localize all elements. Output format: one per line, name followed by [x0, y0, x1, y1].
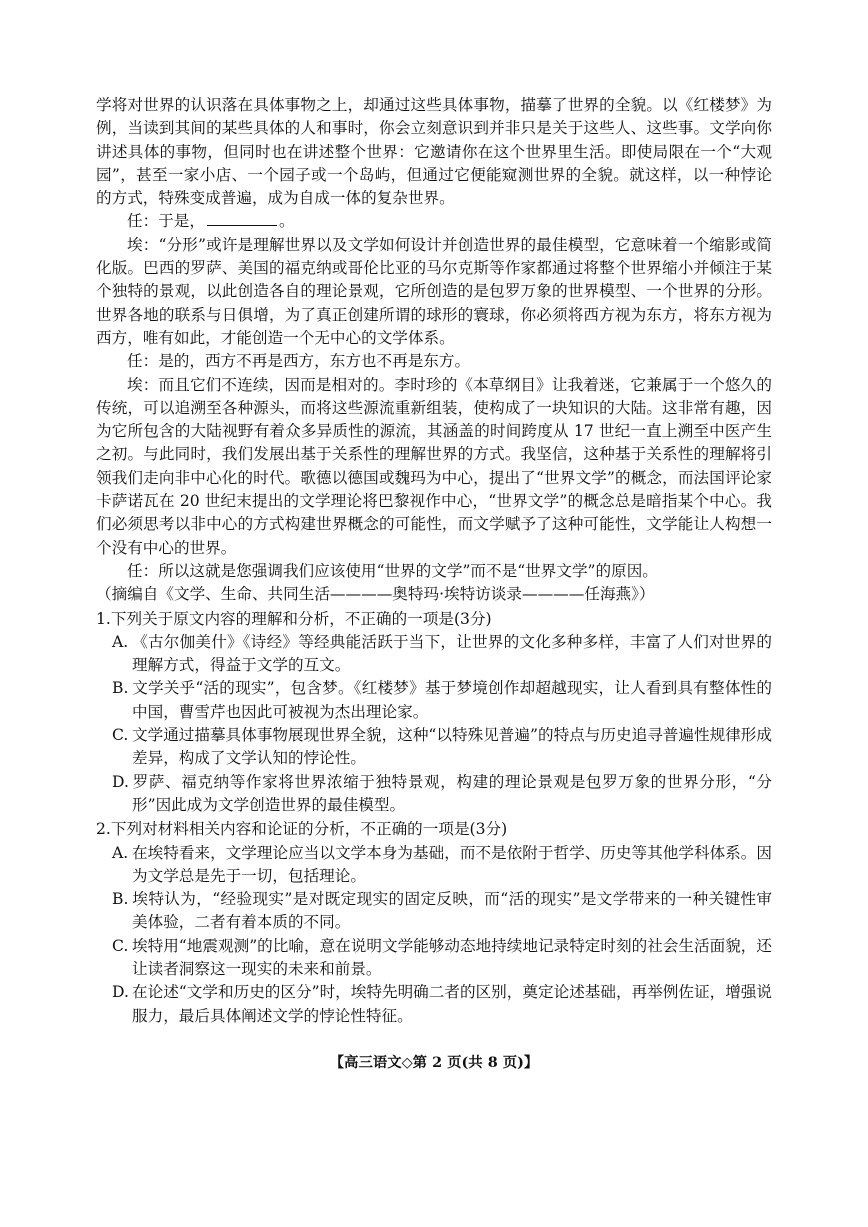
- option-key: C.: [112, 936, 129, 955]
- option-b[interactable]: [96, 888, 772, 935]
- paragraph-2-suffix: 。: [278, 212, 295, 231]
- option-c[interactable]: [96, 935, 772, 982]
- passage-paragraph-1: 学将对世界的认识落在具体事物之上，却通过这些具体事物，描摹了世界的全貌。以《红楼梦》为例，当读到其间的某些具体的人和事时，你会立刻意识到并非只是关于这些人、这些事。文学向你讲述具体的事物，但同时也在讲述整个世界：它邀请你在这个世界里生活。即使局限在一个“大观园”，甚至一家小店、一个园子或一个岛屿，但通过它便能窥测世界的全貌。就这样，以一种悖论的方式，特殊变成普遍，成为自成一体的复杂世界。: [96, 96, 772, 208]
- option-key: D.: [112, 772, 129, 791]
- option-a[interactable]: [96, 842, 772, 889]
- reading-passage: [96, 94, 772, 1028]
- option-a[interactable]: [96, 631, 772, 678]
- option-text: 埃特认为，“经验现实”是对既定现实的固定反映，而“活的现实”是文学带来的一种关键性审美体验，二者有着本质的不同。: [132, 890, 772, 932]
- option-text: 文学通过描摹具体事物展现世界全貌，这种“以特殊见普遍”的特点与历史追寻普遍性规律形成差异，构成了文学认知的悖论性。: [132, 726, 772, 768]
- option-text: 埃特用“地震观测”的比喻，意在说明文学能够动态地持续地记录特定时刻的社会生活面貌，还让读者洞察这一现实的未来和前景。: [132, 936, 772, 978]
- option-key: B.: [112, 679, 129, 698]
- option-d[interactable]: [96, 771, 772, 818]
- question-stem: 1.下列关于原文内容的理解和分析，不正确的一项是(3分): [96, 609, 492, 628]
- source-citation: （摘编自《文学、生命、共同生活————奥特玛·埃特访谈录————任海燕》）: [96, 585, 655, 604]
- passage-paragraph-5: 埃：而且它们不连续，因而是相对的。李时珍的《本草纲目》让我着迷，它兼属于一个悠久的传统，可以追溯至各种源头，而将这些源流重新组装，使构成了一块知识的大陆。这非常有趣，因为它所包含的大陆视野有着众多异质性的源流，其涵盖的时间跨度从 17 世纪一直上溯至中医产生之初。与此同时，我们发展出基于关系性的理解世界的方式。我坚信，这种基于关系性的理解将引领我们走向非中心化的时代。歌德以德国或魏玛为中心，提出了“世界文学”的概念，而法国评论家卡萨诺瓦在 20 世纪末提出的文学理论将巴黎视作中心，“世界文学”的概念总是暗指某个中心。我们必须思考以非中心的方式构建世界概念的可能性，而文学赋予了这种可能性，文学能让人构想一个没有中心的世界。: [96, 375, 772, 557]
- option-text: 罗萨、福克纳等作家将世界浓缩于独特景观，构建的理论景观是包罗万象的世界分形，“分形”因此成为文学创造世界的最佳模型。: [132, 772, 772, 814]
- question-2: [96, 818, 772, 1028]
- option-b[interactable]: [96, 677, 772, 724]
- option-text: 文学关乎“活的现实”，包含梦。《红楼梦》基于梦境创作却超越现实，让人看到具有整体性的中国，曹雪芹也因此可被视为杰出理论家。: [132, 679, 772, 721]
- option-text: 《古尔伽美什》《诗经》等经典能活跃于当下，让世界的文化多种多样，丰富了人们对世界的理解方式，得益于文学的互文。: [132, 632, 772, 675]
- option-text: 在埃特看来，文学理论应当以文学本身为基础，而不是依附于哲学、历史等其他学科体系。因为文学总是先于一切，包括理论。: [132, 843, 772, 885]
- question-stem: 2.下列对材料相关内容和论证的分析，不正确的一项是(3分): [96, 820, 508, 839]
- paragraph-2-prefix: 任：于是，: [127, 212, 205, 231]
- option-key: B.: [112, 890, 129, 909]
- option-key: A.: [112, 632, 129, 651]
- question-1: [96, 608, 772, 818]
- answer-blank[interactable]: [207, 211, 277, 226]
- option-key: C.: [112, 726, 129, 745]
- option-text: 在论述“文学和历史的区分”时，埃特先明确二者的区别，奠定论述基础，再举例佐证，增强说服力，最后具体阐述文学的悖论性特征。: [132, 983, 772, 1025]
- passage-paragraph-6: 任：所以这就是您强调我们应该使用“世界的文学”而不是“世界文学”的原因。: [127, 561, 658, 580]
- option-d[interactable]: [96, 981, 772, 1028]
- passage-paragraph-2: [96, 210, 772, 233]
- passage-paragraph-4: 任：是的，西方不再是西方，东方也不再是东方。: [127, 352, 471, 371]
- option-c[interactable]: [96, 724, 772, 771]
- option-key: A.: [112, 843, 129, 862]
- page-footer: 【高三语文◇第 2 页(共 8 页)】: [329, 1054, 539, 1071]
- option-key: D.: [112, 983, 129, 1002]
- passage-paragraph-3: 埃：“分形”或许是理解世界以及文学如何设计并创造世界的最佳模型，它意味着一个缩影或简化版。巴西的罗萨、美国的福克纳或哥伦比亚的马尔克斯等作家都通过将整个世界缩小并倾注于某个独特的景观，以此创造各自的理论景观，它所创造的是包罗万象的世界模型、一个世界的分形。世界各地的联系与日俱增，为了真正创建所谓的球形的寰球，你必须将西方视为东方，将东方视为西方，唯有如此，才能创造一个无中心的文学体系。: [96, 235, 772, 347]
